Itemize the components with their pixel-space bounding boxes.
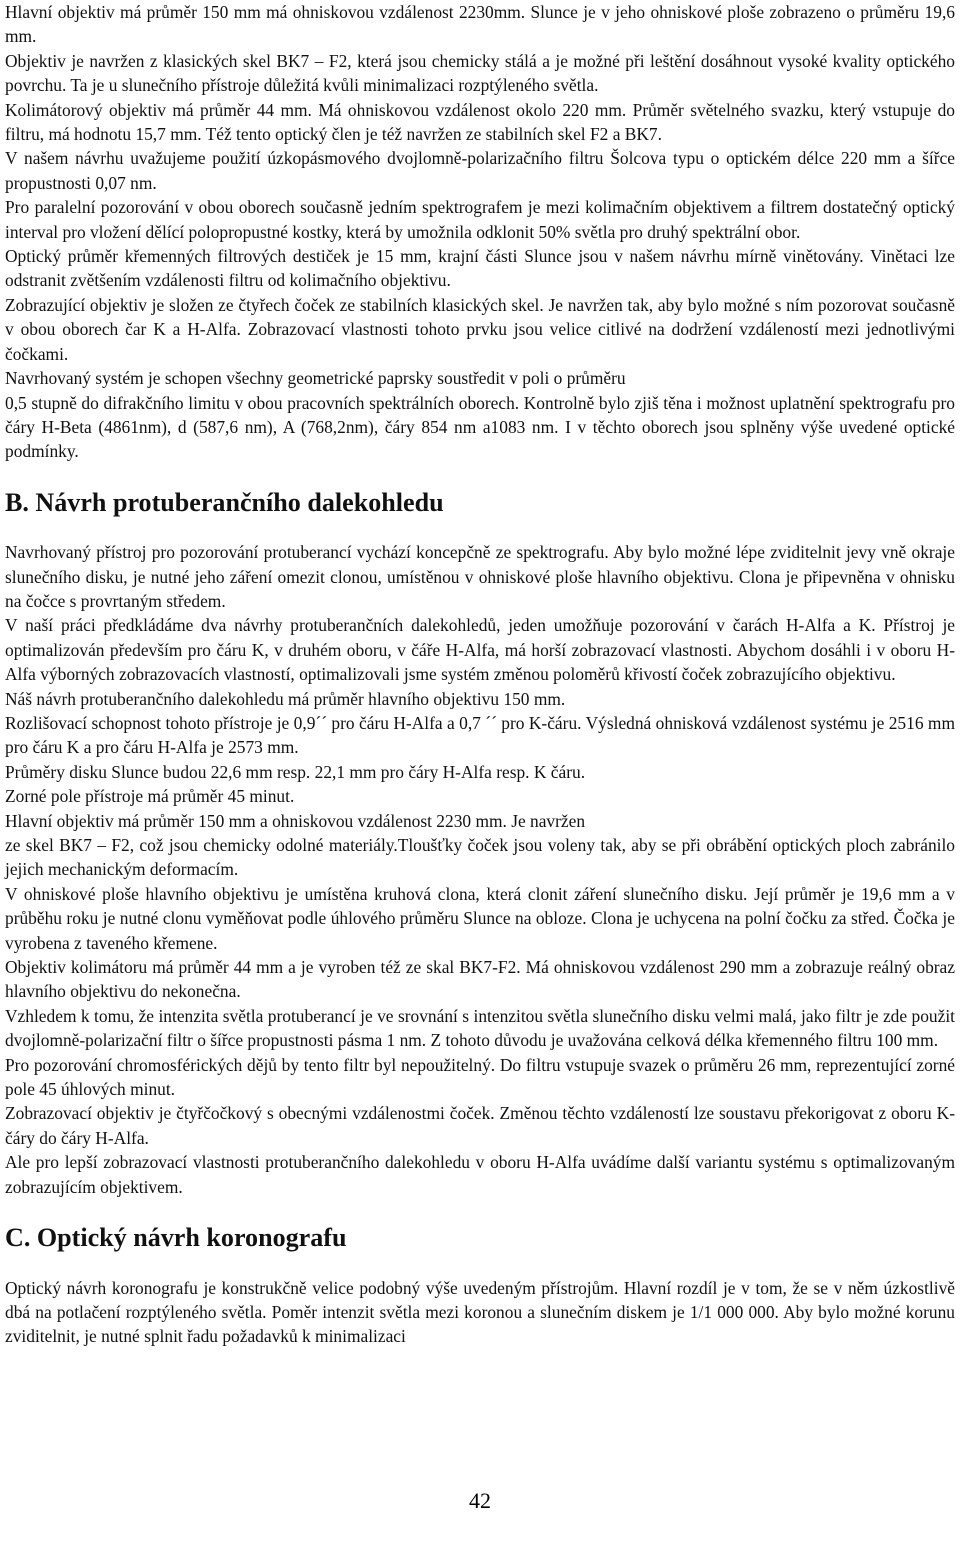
paragraph: Kolimátorový objektiv má průměr 44 mm. Má ohniskovou vzdálenost okolo 220 mm. Průměr světelného svazku, který vstupuje do filtru, má hodnotu 15,7 mm. Též tento optický člen je též navržen ze stabilních skel F2 a BK7. — [5, 99, 955, 145]
paragraph: V našem návrhu uvažujeme použití úzkopásmového dvojlomně-polarizačního filtru Šolcova typu o optickém délce 220 mm a šířce propustnosti 0,07 nm. — [5, 148, 955, 193]
paragraph: Optický průměr křemenných filtrových destiček je 15 mm, krajní části Slunce jsou v našem návrhu mírně vinětovány. Vinětaci lze odstranit zvětšením vzdálenosti filtru od kolimačního objektivu. — [5, 246, 955, 291]
section-c-body — [5, 1276, 955, 1349]
paragraph: Objektiv kolimátoru má průměr 44 mm a je vyroben též ze skal BK7-F2. Má ohniskovou vzdálenost 290 mm a zobrazuje reálný obraz hlavního objektivu do nekonečna. — [5, 957, 955, 1002]
page-number: 42 — [469, 1488, 491, 1513]
paragraph: Ale pro lepší zobrazovací vlastnosti protuberančního dalekohledu v oboru H-Alfa uvádíme další variantu systému s optimalizovaným zobrazujícím objektivem. — [5, 1152, 955, 1197]
section-c-heading: C. Optický návrh koronografu — [5, 1223, 347, 1253]
intro-block — [5, 0, 955, 464]
section-b-body — [5, 540, 955, 1199]
paragraph: 0,5 stupně do difrakčního limitu v obou pracovních spektrálních oborech. Kontrolně bylo zjiš těna i možnost uplatnění spektrografu pro čáry H-Beta (4861nm), d (587,6 nm), A (768,2nm), čáry 854 nm a1083 nm. I v těchto oborech jsou splněny výše uvedené optické podmínky. — [5, 392, 955, 462]
paragraph: V ohniskové ploše hlavního objektivu je umístěna kruhová clona, která clonit záření slunečního disku. Její průměr je 19,6 mm a v průběhu roku je nutné clonu vyměňovat podle úhlového průměru Slunce na obloze. Clona je uchycena na polní čočku za střed. Čočka je vyrobena z taveného křemene. — [5, 883, 955, 953]
paragraph: Hlavní objektiv má průměr 150 mm a ohniskovou vzdálenost 2230 mm. Je navržen — [5, 810, 586, 831]
paragraph: Zorné pole přístroje má průměr 45 minut. — [5, 786, 295, 807]
paragraph: Vzhledem k tomu, že intenzita světla protuberancí je ve srovnání s intenzitou světla slunečního disku velmi malá, jako filtr je zde použit dvojlomně-polarizační filtr o šířce propustnosti pásma 1 nm. Z tohoto důvodu je uvažována celková délka křemenného filtru 100 mm. — [5, 1005, 955, 1051]
section-b-heading: B. Návrh protuberančního dalekohledu — [5, 487, 444, 517]
paragraph: Náš návrh protuberančního dalekohledu má průměr hlavního objektivu 150 mm. — [5, 688, 566, 709]
paragraph: Navrhovaný systém je schopen všechny geometrické paprsky soustředit v poli o průměru — [5, 368, 626, 389]
paragraph: Průměry disku Slunce budou 22,6 mm resp. 22,1 mm pro čáry H-Alfa resp. K čáru. — [5, 761, 586, 782]
paragraph: V naší práci předkládáme dva návrhy protuberančních dalekohledů, jeden umožňuje pozorování v čarách H-Alfa a K. Přístroj je optimalizován především pro čáru K, v druhém oboru, v čáře H-Alfa, má horší zobrazovací vlastnosti. Abychom dosáhli i v oboru H-Alfa výborných zobrazovacích vlastností, optimalizovali jsme systém změnou poloměrů křivostí čoček zobrazujícího objektivu. — [5, 615, 955, 685]
paragraph: Pro pozorování chromosférických dějů by tento filtr byl nepoužitelný. Do filtru vstupuje svazek o průměru 26 mm, reprezentující zorné pole 45 úhlových minut. — [5, 1054, 955, 1100]
paragraph: Rozlišovací schopnost tohoto přístroje je 0,9´´ pro čáru H-Alfa a 0,7 ´´ pro K-čáru. Výsledná ohnisková vzdálenost systému je 2516 mm pro čáru K a pro čáru H-Alfa je 2573 mm. — [5, 712, 955, 758]
paragraph: Optický návrh koronografu je konstrukčně velice podobný výše uvedeným přístrojům. Hlavní rozdíl je v tom, že se v něm úzkostlivě dbá na potlačení rozptýleného světla. Poměr intenzit světla mezi koronou a slunečním diskem je 1/1 000 000. Aby bylo možné korunu zviditelnit, je nutné splnit řadu požadavků k minimalizaci — [5, 1277, 955, 1347]
paragraph: Hlavní objektiv má průměr 150 mm má ohniskovou vzdálenost 2230mm. Slunce je v jeho ohniskové ploše zobrazeno o průměru 19,6 mm. — [5, 2, 955, 47]
document-page — [5, 0, 955, 1349]
paragraph: Zobrazující objektiv je složen ze čtyřech čoček ze stabilních klasických skel. Je navržen tak, aby bylo možné s ním pozorovat současně v obou oborech čar K a H-Alfa. Zobrazovací vlastnosti tohoto prvku jsou velice citlivé na dodržení vzdáleností mezi jednotlivými čočkami. — [5, 294, 955, 364]
paragraph: Objektiv je navržen z klasických skel BK7 – F2, která jsou chemicky stálá a je možné při leštění dosáhnout vysoké kvality optického povrchu. Ta je u slunečního přístroje důležitá kvůli minimalizaci rozptýleného světla. — [5, 50, 955, 96]
paragraph: Pro paralelní pozorování v obou oborech současně jedním spektrografem je mezi kolimačním objektivem a filtrem dostatečný optický interval pro vložení dělící polopropustné kostky, která by umožnila odklonit 50% světla pro druhý spektrální obor. — [5, 197, 955, 242]
paragraph: Zobrazovací objektiv je čtyřčočkový s obecnými vzdálenostmi čoček. Změnou těchto vzdáleností lze soustavu překorigovat z oboru K-čáry do čáry H-Alfa. — [5, 1103, 955, 1148]
paragraph: ze skel BK7 – F2, což jsou chemicky odolné materiály.Tloušťky čoček jsou voleny tak, aby se při obrábění optických ploch zabránilo jejich mechanickým deformacím. — [5, 835, 955, 880]
paragraph: Navrhovaný přístroj pro pozorování protuberancí vychází koncepčně ze spektrografu. Aby bylo možné lépe zviditelnit jevy vně okraje slunečního disku, je nutné jeho záření omezit clonou, umístěnou v ohniskové ploše hlavního objektivu. Clona je připevněna v ohnisku na čočce s provrtaným středem. — [5, 542, 955, 611]
